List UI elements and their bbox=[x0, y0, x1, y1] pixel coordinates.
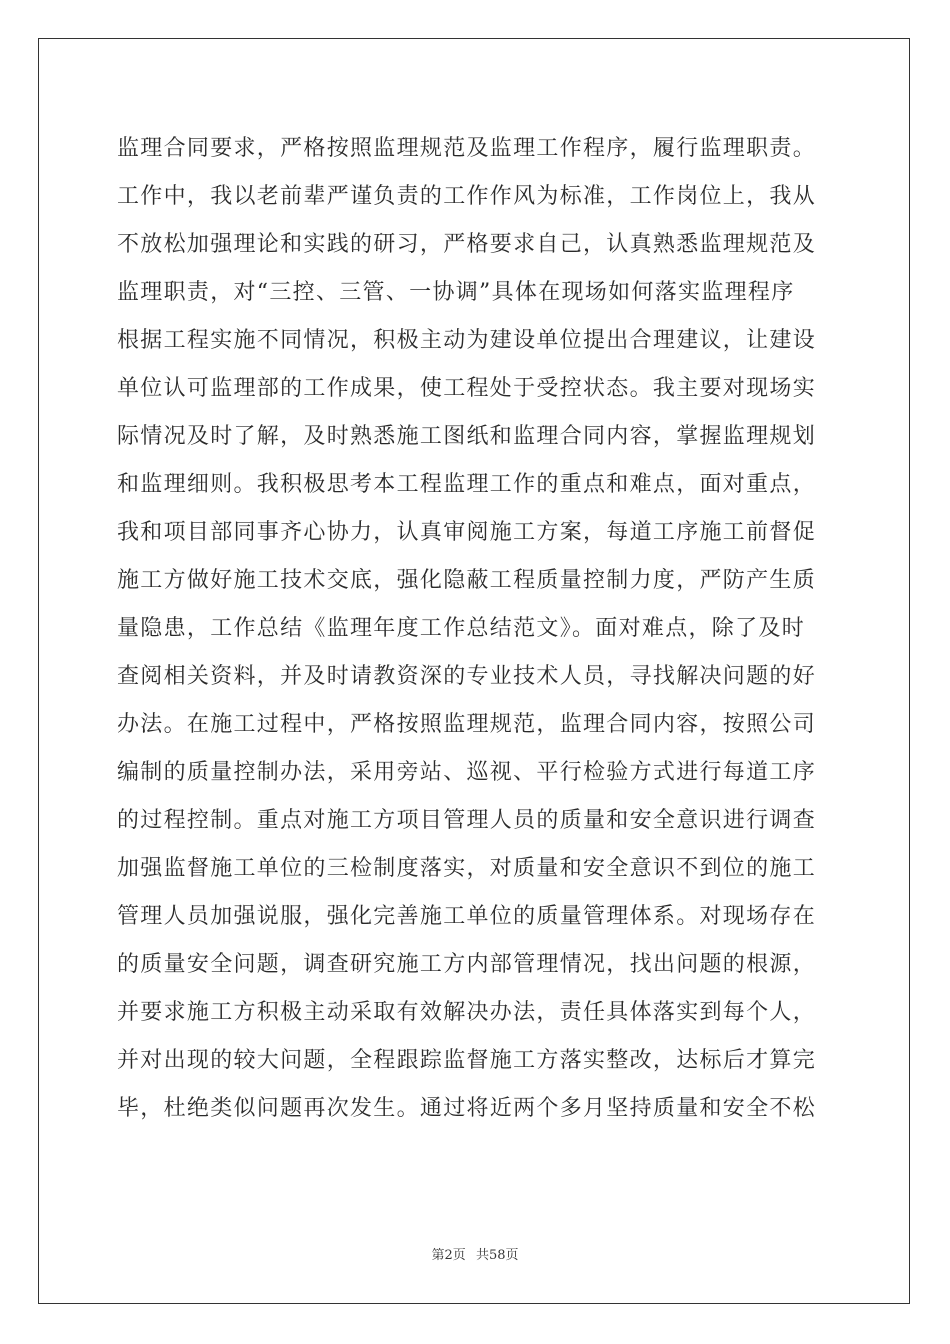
text-line: 监理职责，对“三控、三管、一协调”具体在现场如何落实监理程序 bbox=[117, 280, 795, 305]
text-line: 施工方做好施工技术交底，强化隐蔽工程质量控制力度，严防产生质 bbox=[117, 568, 817, 593]
page-number: 第2页 bbox=[431, 1248, 466, 1263]
text-line: 监理合同要求，严格按照监理规范及监理工作程序，履行监理职责。 bbox=[117, 136, 817, 161]
text-line: 管理人员加强说服，强化完善施工单位的质量管理体系。对现场存在 bbox=[117, 904, 817, 929]
text-line: 毕，杜绝类似问题再次发生。通过将近两个多月坚持质量和安全不松 bbox=[117, 1096, 817, 1121]
text-line: 编制的质量控制办法，采用旁站、巡视、平行检验方式进行每道工序 bbox=[117, 760, 817, 785]
text-line: 际情况及时了解，及时熟悉施工图纸和监理合同内容，掌握监理规划 bbox=[117, 424, 817, 449]
text-line: 办法。在施工过程中，严格按照监理规范，监理合同内容，按照公司 bbox=[117, 712, 817, 737]
text-line: 单位认可监理部的工作成果，使工程处于受控状态。我主要对现场实 bbox=[117, 376, 817, 401]
text-line: 和监理细则。我积极思考本工程监理工作的重点和难点，面对重点， bbox=[117, 472, 817, 497]
text-line: 加强监督施工单位的三检制度落实，对质量和安全意识不到位的施工 bbox=[117, 856, 817, 881]
text-line: 工作中，我以老前辈严谨负责的工作作风为标准，工作岗位上，我从 bbox=[117, 184, 817, 209]
page-footer bbox=[0, 1244, 950, 1263]
text-line: 我和项目部同事齐心协力，认真审阅施工方案，每道工序施工前督促 bbox=[117, 520, 817, 545]
text-line: 量隐患，工作总结《监理年度工作总结范文》。面对难点，除了及时 bbox=[117, 616, 806, 641]
text-line: 的质量安全问题，调查研究施工方内部管理情况，找出问题的根源， bbox=[117, 952, 817, 977]
text-line: 根据工程实施不同情况，积极主动为建设单位提出合理建议，让建设 bbox=[117, 328, 817, 353]
text-line: 查阅相关资料，并及时请教资深的专业技术人员，寻找解决问题的好 bbox=[117, 664, 817, 689]
text-line: 的过程控制。重点对施工方项目管理人员的质量和安全意识进行调查 bbox=[117, 808, 817, 833]
page-total: 共58页 bbox=[475, 1248, 519, 1263]
text-line: 并对出现的较大问题，全程跟踪监督施工方落实整改，达标后才算完 bbox=[117, 1048, 817, 1073]
text-line: 不放松加强理论和实践的研习，严格要求自己，认真熟悉监理规范及 bbox=[117, 232, 817, 257]
text-line: 并要求施工方积极主动采取有效解决办法，责任具体落实到每个人， bbox=[117, 1000, 817, 1025]
body-text bbox=[117, 125, 837, 1133]
